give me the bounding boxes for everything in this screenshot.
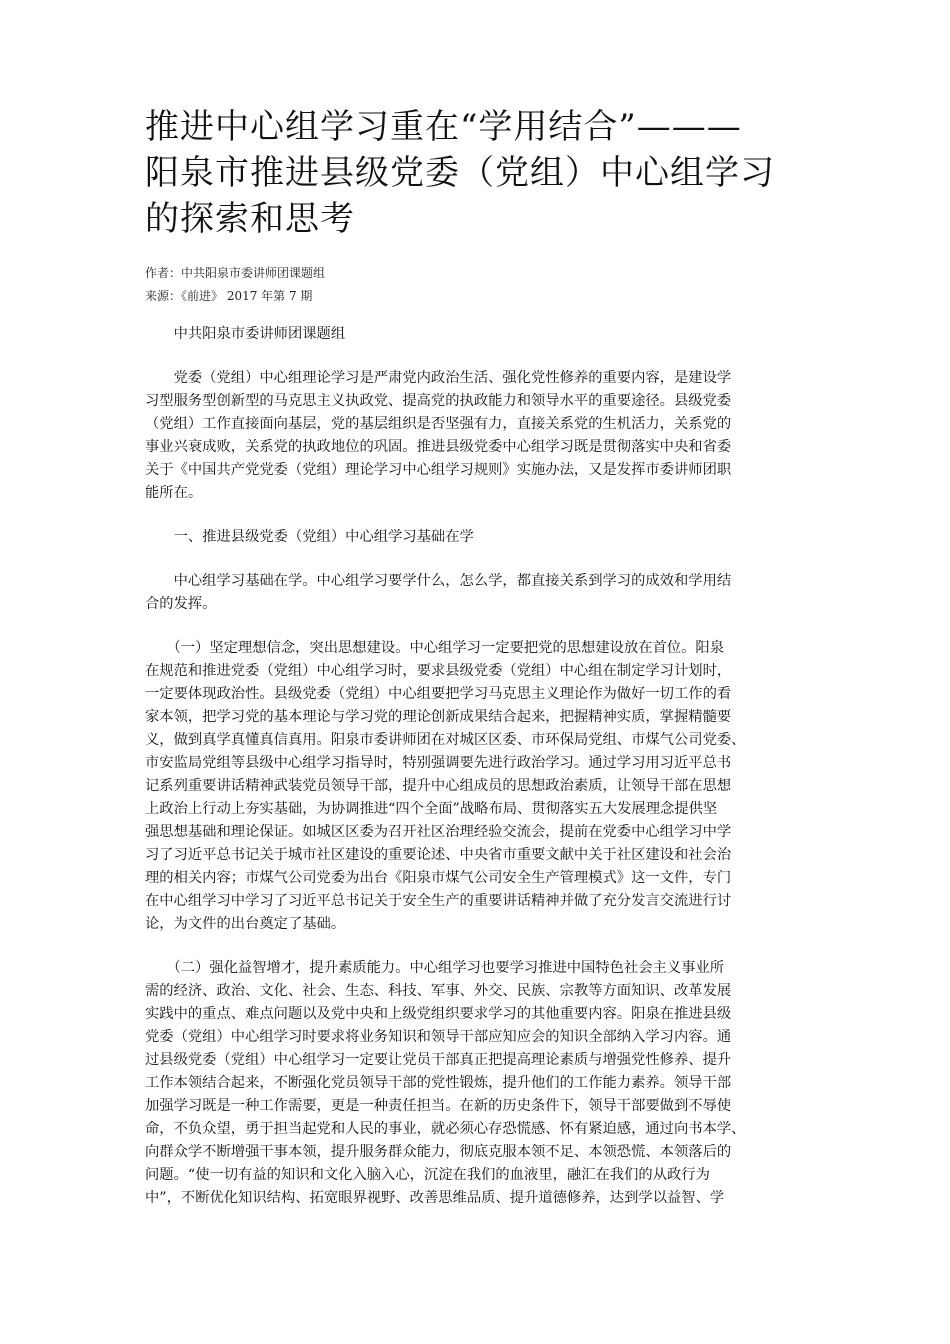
- paragraph-line: 能所在。: [145, 485, 203, 501]
- paragraph-line: 论，为文件的出台奠定了基础。: [145, 916, 346, 932]
- paragraph-line: 强思想基础和理论保证。如城区区委为召开社区治理经验交流会，提前在党委中心组学习中学: [145, 824, 732, 840]
- paragraph-5: [145, 957, 815, 1210]
- paragraph-line: 理的相关内容；市煤气公司党委为出台《阳泉市煤气公司安全生产管理模式》这一文件，专门: [145, 870, 732, 886]
- author-line: 作者：中共阳泉市委讲师团课题组: [145, 266, 326, 280]
- paragraph-line: 中共阳泉市委讲师团课题组: [145, 326, 346, 342]
- article-body: [145, 323, 815, 1231]
- paragraph-4: [145, 637, 815, 936]
- paragraph-line: 一定要体现政治性。县级党委（党组）中心组要把学习马克思主义理论作为做好一切工作的看: [145, 686, 732, 702]
- paragraph-line: 中心组学习基础在学。中心组学习要学什么，怎么学，都直接关系到学习的成效和学用结: [145, 573, 732, 589]
- paragraph-line: 家本领，把学习党的基本理论与学习党的理论创新成果结合起来，把握精神实质，掌握精髓要: [145, 709, 732, 725]
- article-title: [145, 104, 825, 242]
- paragraph-0: [145, 323, 815, 346]
- paragraph-line: 问题。“使一切有益的知识和文化入脑入心，沉淀在我们的血液里，融汇在我们的从政行为: [145, 1167, 710, 1183]
- paragraph-line: 一、推进县级党委（党组）中心组学习基础在学: [145, 529, 474, 545]
- paragraph-line: 命，不负众望，勇于担当起党和人民的事业，就必须心存恐慌感、怀有紧迫感，通过向书本学、: [145, 1121, 746, 1137]
- paragraph-line: 加强学习既是一种工作需要，更是一种责任担当。在新的历史条件下，领导干部要做到不辱使: [145, 1098, 732, 1114]
- paragraph-line: 事业兴衰成败，关系党的执政地位的巩固。推进县级党委中心组学习既是贯彻落实中央和省委: [145, 439, 732, 455]
- paragraph-2: [145, 526, 815, 549]
- paragraph-line: 市安监局党组等县级中心组学习指导时，特别强调要先进行政治学习。通过学习用习近平总书: [145, 755, 732, 771]
- paragraph-line: 习型服务型创新型的马克思主义执政党、提高党的执政能力和领导水平的重要途径。县级党委: [145, 393, 732, 409]
- paragraph-line: 工作本领结合起来，不断强化党员领导干部的党性锻炼，提升他们的工作能力素养。领导干部: [145, 1075, 732, 1091]
- paragraph-line: 中”，不断优化知识结构、拓宽眼界视野、改善思维品质、提升道德修养，达到学以益智、学: [145, 1190, 725, 1206]
- article-title-line-3: 的探索和思考: [145, 199, 355, 239]
- paragraph-line: 向群众学不断增强干事本领，提升服务群众能力，彻底克服本领不足、本领恐慌、本领落后的: [145, 1144, 732, 1160]
- paragraph-line: 过县级党委（党组）中心组学习一定要让党员干部真正把提高理论素质与增强党性修养、提升: [145, 1052, 732, 1068]
- paragraph-line: 记系列重要讲话精神武装党员领导干部，提升中心组成员的思想政治素质，让领导干部在思想: [145, 778, 732, 794]
- paragraph-line: （二）强化益智增才，提升素质能力。中心组学习也要学习推进中国特色社会主义事业所: [145, 960, 725, 976]
- paragraph-line: 党委（党组）中心组理论学习是严肃党内政治生活、强化党性修养的重要内容，是建设学: [145, 370, 732, 386]
- source-line: 来源：《前进》 2017 年第 7 期: [145, 289, 313, 303]
- paragraph-1: [145, 367, 815, 505]
- paragraph-line: 上政治上行动上夯实基础，为协调推进“四个全面”战略布局、贯彻落实五大发展理念提供坚: [145, 801, 718, 817]
- article-title-line-1: 推进中心组学习重在“学用结合”———: [145, 107, 742, 147]
- article-title-line-2: 阳泉市推进县级党委（党组）中心组学习: [145, 153, 775, 193]
- paragraph-line: 在规范和推进党委（党组）中心组学习时，要求县级党委（党组）中心组在制定学习计划时，: [145, 663, 732, 679]
- paragraph-line: 需的经济、政治、文化、社会、生态、科技、军事、外交、民族、宗教等方面知识、改革发展: [145, 983, 732, 999]
- paragraph-line: 在中心组学习中学习了习近平总书记关于安全生产的重要讲话精神并做了充分发言交流进行讨: [145, 893, 732, 909]
- paragraph-line: 合的发挥。: [145, 596, 217, 612]
- paragraph-line: 实践中的重点、难点问题以及党中央和上级党组织要求学习的其他重要内容。阳泉在推进县级: [145, 1006, 732, 1022]
- paragraph-line: 关于《中国共产党党委（党组）理论学习中心组学习规则》实施办法，又是发挥市委讲师团职: [145, 462, 732, 478]
- paragraph-line: 党委（党组）中心组学习时要求将业务知识和领导干部应知应会的知识全部纳入学习内容。通: [145, 1029, 732, 1045]
- paragraph-3: [145, 570, 815, 616]
- article-meta: [145, 262, 325, 308]
- paragraph-line: （党组）工作直接面向基层，党的基层组织是否坚强有力，直接关系党的生机活力，关系党的: [145, 416, 732, 432]
- paragraph-line: 义，做到真学真懂真信真用。阳泉市委讲师团在对城区区委、市环保局党组、市煤气公司党委、: [145, 732, 746, 748]
- paragraph-line: （一）坚定理想信念，突出思想建设。中心组学习一定要把党的思想建设放在首位。阳泉: [145, 640, 725, 656]
- paragraph-line: 习了习近平总书记关于城市社区建设的重要论述、中央省市重要文献中关于社区建设和社会治: [145, 847, 732, 863]
